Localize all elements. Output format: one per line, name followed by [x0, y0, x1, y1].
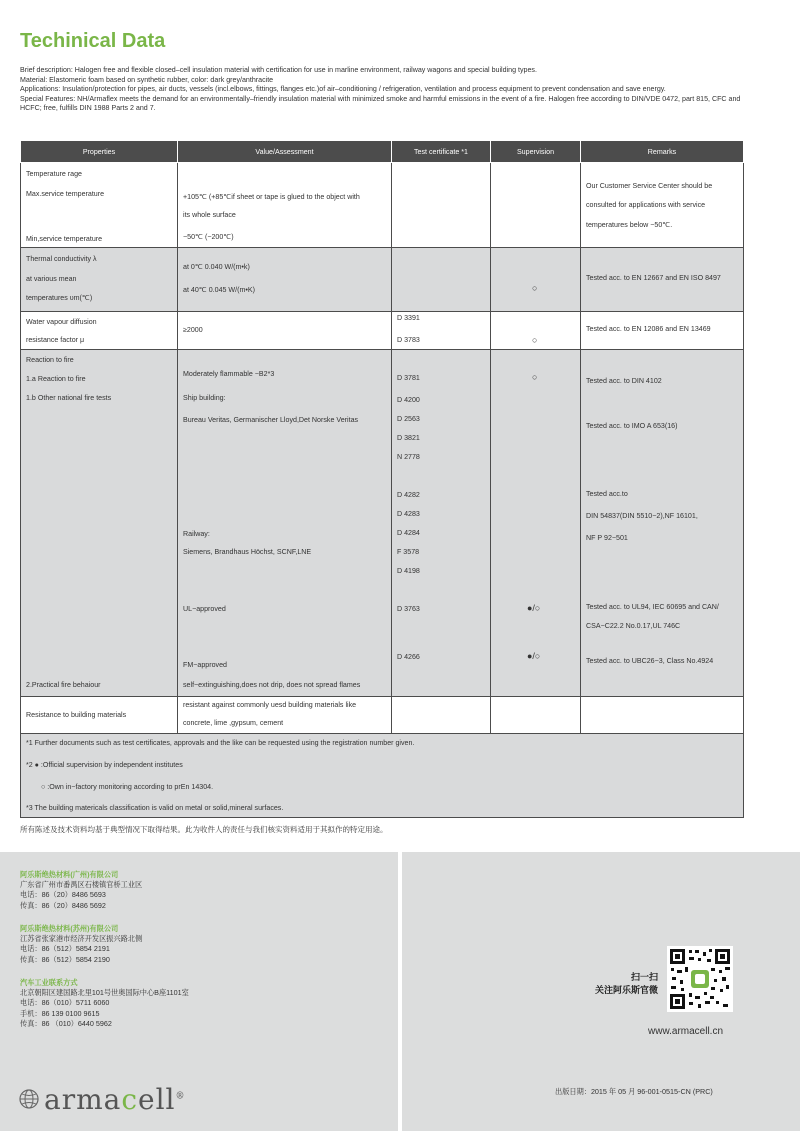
col-header-remarks: Remarks — [581, 141, 744, 163]
page-title: Techinical Data — [20, 30, 166, 52]
test-cert-text: D 4198 — [397, 567, 420, 575]
scan-line: 扫一扫 — [630, 972, 658, 982]
note-text: *3 The building matericals classification is valid on metal or solid,mineral surfaces. — [26, 804, 284, 812]
intro-text — [20, 66, 750, 114]
value-text: ≥2000 — [183, 326, 203, 334]
value-text: FM−approved — [183, 661, 227, 669]
remark-text: CSA−C22.2 No.0.17,UL 746C — [586, 622, 681, 630]
website-link[interactable]: www.armacell.cn — [648, 1026, 724, 1037]
value-text: concrete, lime ,gypsum, cement — [183, 719, 284, 727]
address-line: 北京朝阳区建国路北里101号世奥国际中心B座1101室 — [20, 988, 189, 998]
address-line: 江苏省张家港市经济开发区振兴路北侧 — [20, 934, 143, 944]
prop-text: Min,service temperature — [26, 235, 103, 243]
company-name: 汽车工业联系方式 — [20, 978, 78, 987]
logo-registered-mark: ® — [175, 1091, 186, 1102]
remark-text: Tested acc. to UL94, IEC 60695 and CAN/ — [586, 603, 719, 611]
table-row — [21, 350, 744, 697]
col-header-properties: Properties — [21, 141, 178, 163]
value-text: −50℃ (−200℃) — [183, 233, 234, 241]
test-cert-text: D 4266 — [397, 653, 420, 661]
test-cert-text: D 4284 — [397, 529, 420, 537]
prop-text: 2.Practical fire behaiour — [26, 681, 101, 689]
test-cert-text: D 3821 — [397, 434, 420, 442]
prop-text: Thermal conductivity λ — [26, 255, 97, 263]
value-text: UL−approved — [183, 605, 226, 613]
scan-label — [578, 971, 658, 997]
intro-features: Special Features: NH/Armaflex meets the demand for an environmentally–friendly insulation material with minimized smoke and harmful emissions in the event of a fire. Halogen free according to DIN/VDE 0472, part 815, CFC and HCFC; free, fulfills DIN 1988 Parts 2 and 7. — [20, 94, 741, 113]
prop-text: Max.service temperature — [26, 190, 105, 198]
fax-line: 传真：86 （010）6440 5962 — [20, 1018, 112, 1028]
prop-text: Water vapour diffusion — [26, 318, 97, 326]
col-header-supervision: Supervision — [491, 141, 581, 163]
prop-text: Resistance to building materials — [26, 711, 127, 719]
table-row — [21, 248, 744, 312]
test-cert-text: D 3783 — [397, 336, 420, 344]
company-name: 阿乐斯绝热材料(广州)有限公司 — [20, 870, 119, 879]
value-text: resistant against commonly uesd building materials like — [183, 701, 357, 709]
test-cert-text: D 4283 — [397, 510, 420, 518]
intro-material: Material: Elastomeric foam based on synthetic rubber, color: dark grey/anthracite — [20, 75, 274, 84]
logo-wordmark — [44, 1083, 186, 1116]
publication-info: 出版日期：2015 年 05 月 96-001-0515-CN (PRC) — [555, 1087, 713, 1096]
table-header-row — [21, 141, 744, 163]
technical-data-table — [20, 140, 744, 818]
contact-suzhou — [20, 924, 142, 965]
test-cert-text: D 3391 — [397, 314, 420, 322]
qr-code-icon[interactable] — [667, 946, 733, 1012]
prop-text: Reaction to fire — [26, 356, 74, 364]
logo-part: arma — [44, 1082, 122, 1116]
contact-guangzhou — [20, 870, 142, 911]
value-text: Ship building: — [183, 394, 226, 402]
remark-text: NF P 92−501 — [586, 534, 628, 542]
value-text: Siemens, Brandhaus Höchst, SCNF,LNE — [183, 548, 312, 556]
prop-text: 1.a Reaction to fire — [26, 375, 86, 383]
test-cert-text: D 3781 — [397, 374, 420, 382]
table-row — [21, 697, 744, 734]
remark-text: temperatures below −50℃. — [586, 221, 673, 229]
prop-text: Temperature rage — [26, 170, 82, 178]
test-cert-text: F 3578 — [397, 548, 420, 556]
disclaimer: 所有陈述及技术资料均基于典型情况下取得结果。此为收件人的责任与我们核实资料适用于其拟作的特定用途。 — [20, 825, 388, 834]
notes-row — [21, 734, 744, 818]
test-cert-text: N 2778 — [397, 453, 420, 461]
test-cert-text: D 4200 — [397, 396, 420, 404]
value-text: +105℃ (+85℃if sheet or tape is glued to the object with — [183, 193, 360, 201]
intro-applications: Applications: Insulation/protection for pipes, air ducts, vessels (incl.elbows, fittings, flanges etc.)of air–conditioning / refrigeration, ventilation and process equipment to prevent condensation and save energy. — [20, 85, 666, 94]
prop-text: 1.b Other national fire tests — [26, 394, 112, 402]
globe-icon — [18, 1088, 40, 1110]
remark-text: consulted for applications with service — [586, 201, 706, 209]
fax-line: 传真：86（20）8486 5692 — [20, 900, 106, 910]
supervision-mark: ○ — [532, 372, 538, 382]
phone-line: 电话：86（20）8486 5693 — [20, 890, 106, 900]
test-cert-text: D 2563 — [397, 415, 420, 423]
fax-line: 传真：86（512）5854 2190 — [20, 954, 110, 964]
remark-text: DIN 54837(DIN 5510−2),NF 16101, — [586, 512, 698, 520]
remark-text: Tested acc. to DIN 4102 — [586, 377, 662, 385]
phone-line: 电话：86（010）5711 6060 — [20, 998, 110, 1008]
value-text: Railway: — [183, 530, 210, 538]
logo-part: ell — [138, 1082, 176, 1116]
col-header-value: Value/Assessment — [178, 141, 392, 163]
table-row — [21, 312, 744, 350]
company-name: 阿乐斯绝热材料(苏州)有限公司 — [20, 924, 119, 933]
contact-automotive — [20, 978, 189, 1029]
col-header-test-certificate: Test certificate *1 — [392, 141, 491, 163]
supervision-mark: ○ — [532, 283, 538, 293]
prop-text: resistance factor μ — [26, 336, 85, 344]
value-text: Bureau Veritas, Germanischer Lloyd,Det Norske Veritas — [183, 416, 359, 424]
supervision-mark: ○ — [532, 335, 538, 345]
supervision-mark: ●/○ — [527, 651, 541, 661]
note-text: *2 ● :Official supervision by independent institutes — [26, 761, 183, 769]
value-text: at 0℃ 0.040 W/(m•k) — [183, 263, 250, 271]
remark-text: Tested acc. to UBC26−3, Class No.4924 — [586, 657, 714, 665]
phone-line: 电话：86（512）5854 2191 — [20, 944, 110, 954]
prop-text: at various mean — [26, 275, 77, 283]
remark-text: Tested acc. to EN 12667 and EN ISO 8497 — [586, 274, 721, 282]
remark-text: Tested acc. to EN 12086 and EN 13469 — [586, 325, 711, 333]
logo-part: c — [121, 1082, 139, 1116]
table-row — [21, 163, 744, 248]
scan-line: 关注阿乐斯官微 — [594, 985, 658, 995]
remark-text: Tested acc.to — [586, 490, 628, 498]
note-text: ○ :Own in−factory monitoring according to prEn 14304. — [41, 783, 214, 791]
value-text: self−extinguishing,does not drip, does not spread flames — [183, 681, 361, 689]
remark-text: Tested acc. to IMO A 653(16) — [586, 422, 678, 430]
address-line: 广东省广州市番禺区石楼镇官桥工业区 — [20, 880, 143, 890]
test-cert-text: D 4282 — [397, 491, 420, 499]
value-text: at 40℃ 0.045 W/(m•K) — [183, 286, 255, 294]
armacell-logo — [18, 1084, 186, 1114]
intro-description: Brief description: Halogen free and flexible closed–cell insulation material with certification for use in marline environment, railway wagons and special building types. — [20, 66, 537, 74]
mobile-line: 手机：86 139 0100 9615 — [20, 1008, 100, 1018]
value-text: Moderately flammable −B2*3 — [183, 370, 275, 378]
test-cert-text: D 3763 — [397, 605, 420, 613]
prop-text: temperatures υm(℃) — [26, 294, 93, 302]
remark-text: Our Customer Service Center should be — [586, 182, 713, 190]
note-text: *1 Further documents such as test certificates, approvals and the like can be requested using the registration number given. — [26, 739, 415, 747]
value-text: its whole surface — [183, 211, 236, 219]
supervision-mark: ●/○ — [527, 603, 541, 613]
